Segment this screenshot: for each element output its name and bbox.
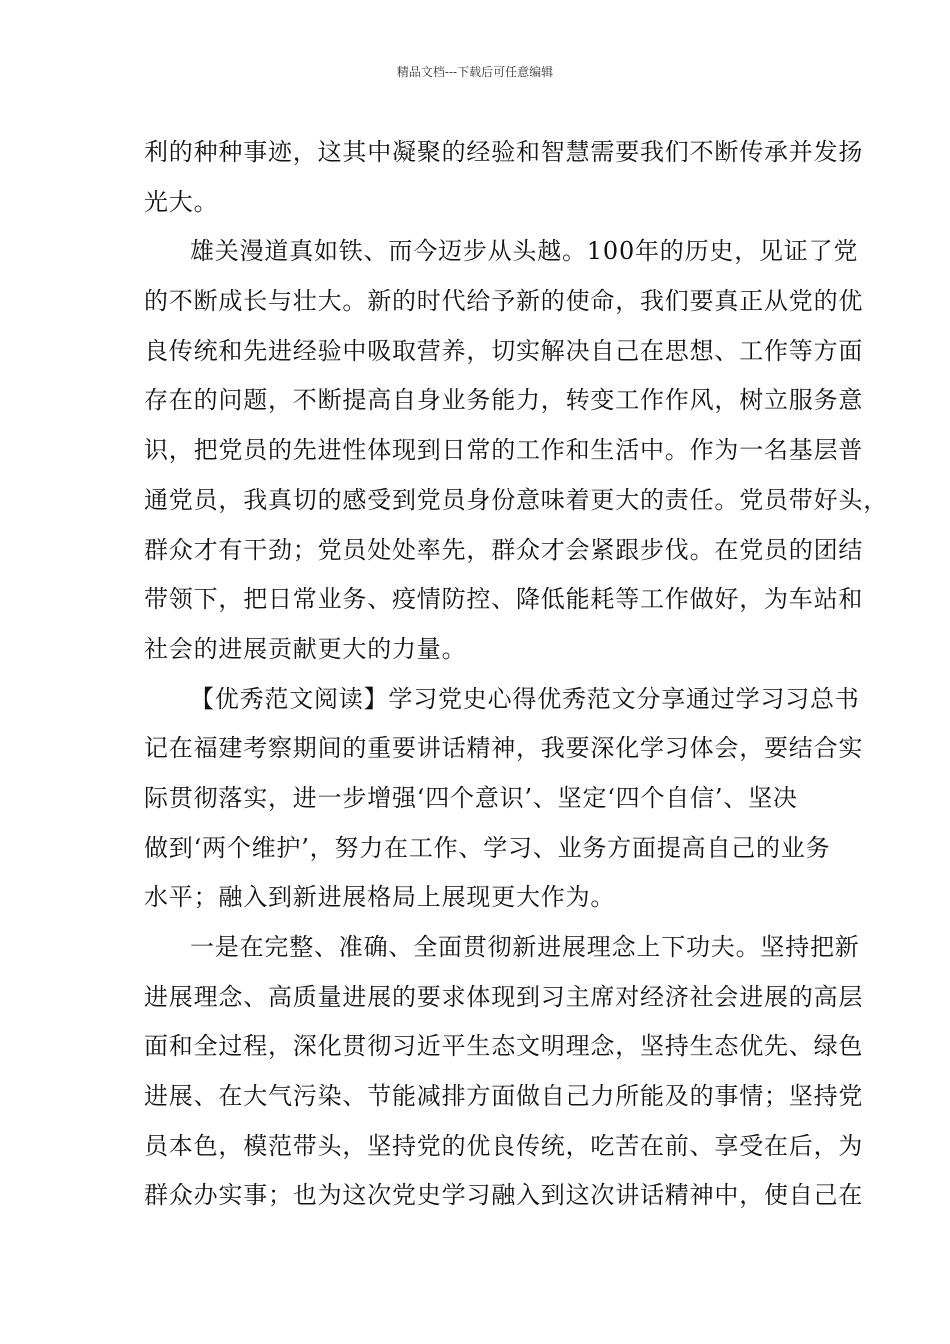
text-line: 员本色，模范带头，坚持党的优良传统，吃苦在前、享受在后，为 [144,1131,864,1160]
text-line: 做到‘两个维护’，努力在工作、学习、业务方面提高自己的业务 [144,833,831,862]
text-line: 社会的进展贡献更大的力量。 [144,634,467,663]
text-line: 通党员，我真切的感受到党员身份意味着更大的责任。党员带好头， [144,485,888,514]
text-line: 识，把党员的先进性体现到日常的工作和生活中。作为一名基层普 [144,436,864,465]
text-line: 际贯彻落实，进一步增强‘四个意识’、坚定‘四个自信’、坚决 [144,783,798,812]
paragraph-first-line: 雄关漫道真如铁、而今迈步从头越。100年的历史，见证了党 [190,237,859,266]
document-body [144,128,888,1221]
paragraph-first-line: 【优秀范文阅读】学习党史心得优秀范文分享通过学习习总书 [190,684,860,713]
text-line: 带领下，把日常业务、疫情防控、降低能耗等工作做好，为车站和 [144,585,864,614]
text-line: 进展理念、高质量进展的要求体现到习主席对经济社会进展的高层 [144,982,864,1011]
text-line: 光大。 [144,187,219,216]
paragraph-first-line: 一是在完整、准确、全面贯彻新进展理念上下功夫。坚持把新 [190,933,860,961]
text-line: 良传统和先进经验中吸取营养，切实解决自己在思想、工作等方面 [144,336,864,365]
text-line: 存在的问题，不断提高自身业务能力，转变工作作风，树立服务意 [144,386,864,415]
page-header: 精品文档---下载后可任意编辑 [396,65,554,79]
text-line: 群众才有干劲；党员处处率先，群众才会紧跟步伐。在党员的团结 [144,535,864,564]
text-line: 水平；融入到新进展格局上展现更大作为。 [144,883,616,912]
text-line: 群众办实事；也为这次党史学习融入到这次讲话精神中，使自己在 [144,1181,864,1210]
text-line: 记在福建考察期间的重要讲话精神，我要深化学习体会，要结合实 [144,734,864,763]
text-line: 面和全过程，深化贯彻习近平生态文明理念，坚持生态优先、绿色 [144,1032,864,1061]
text-line: 进展、在大气污染、节能减排方面做自己力所能及的事情；坚持党 [144,1082,864,1111]
text-line: 的不断成长与壮大。新的时代给予新的使命，我们要真正从党的优 [144,287,864,316]
text-line: 利的种种事迹，这其中凝聚的经验和智慧需要我们不断传承并发扬 [144,138,864,166]
